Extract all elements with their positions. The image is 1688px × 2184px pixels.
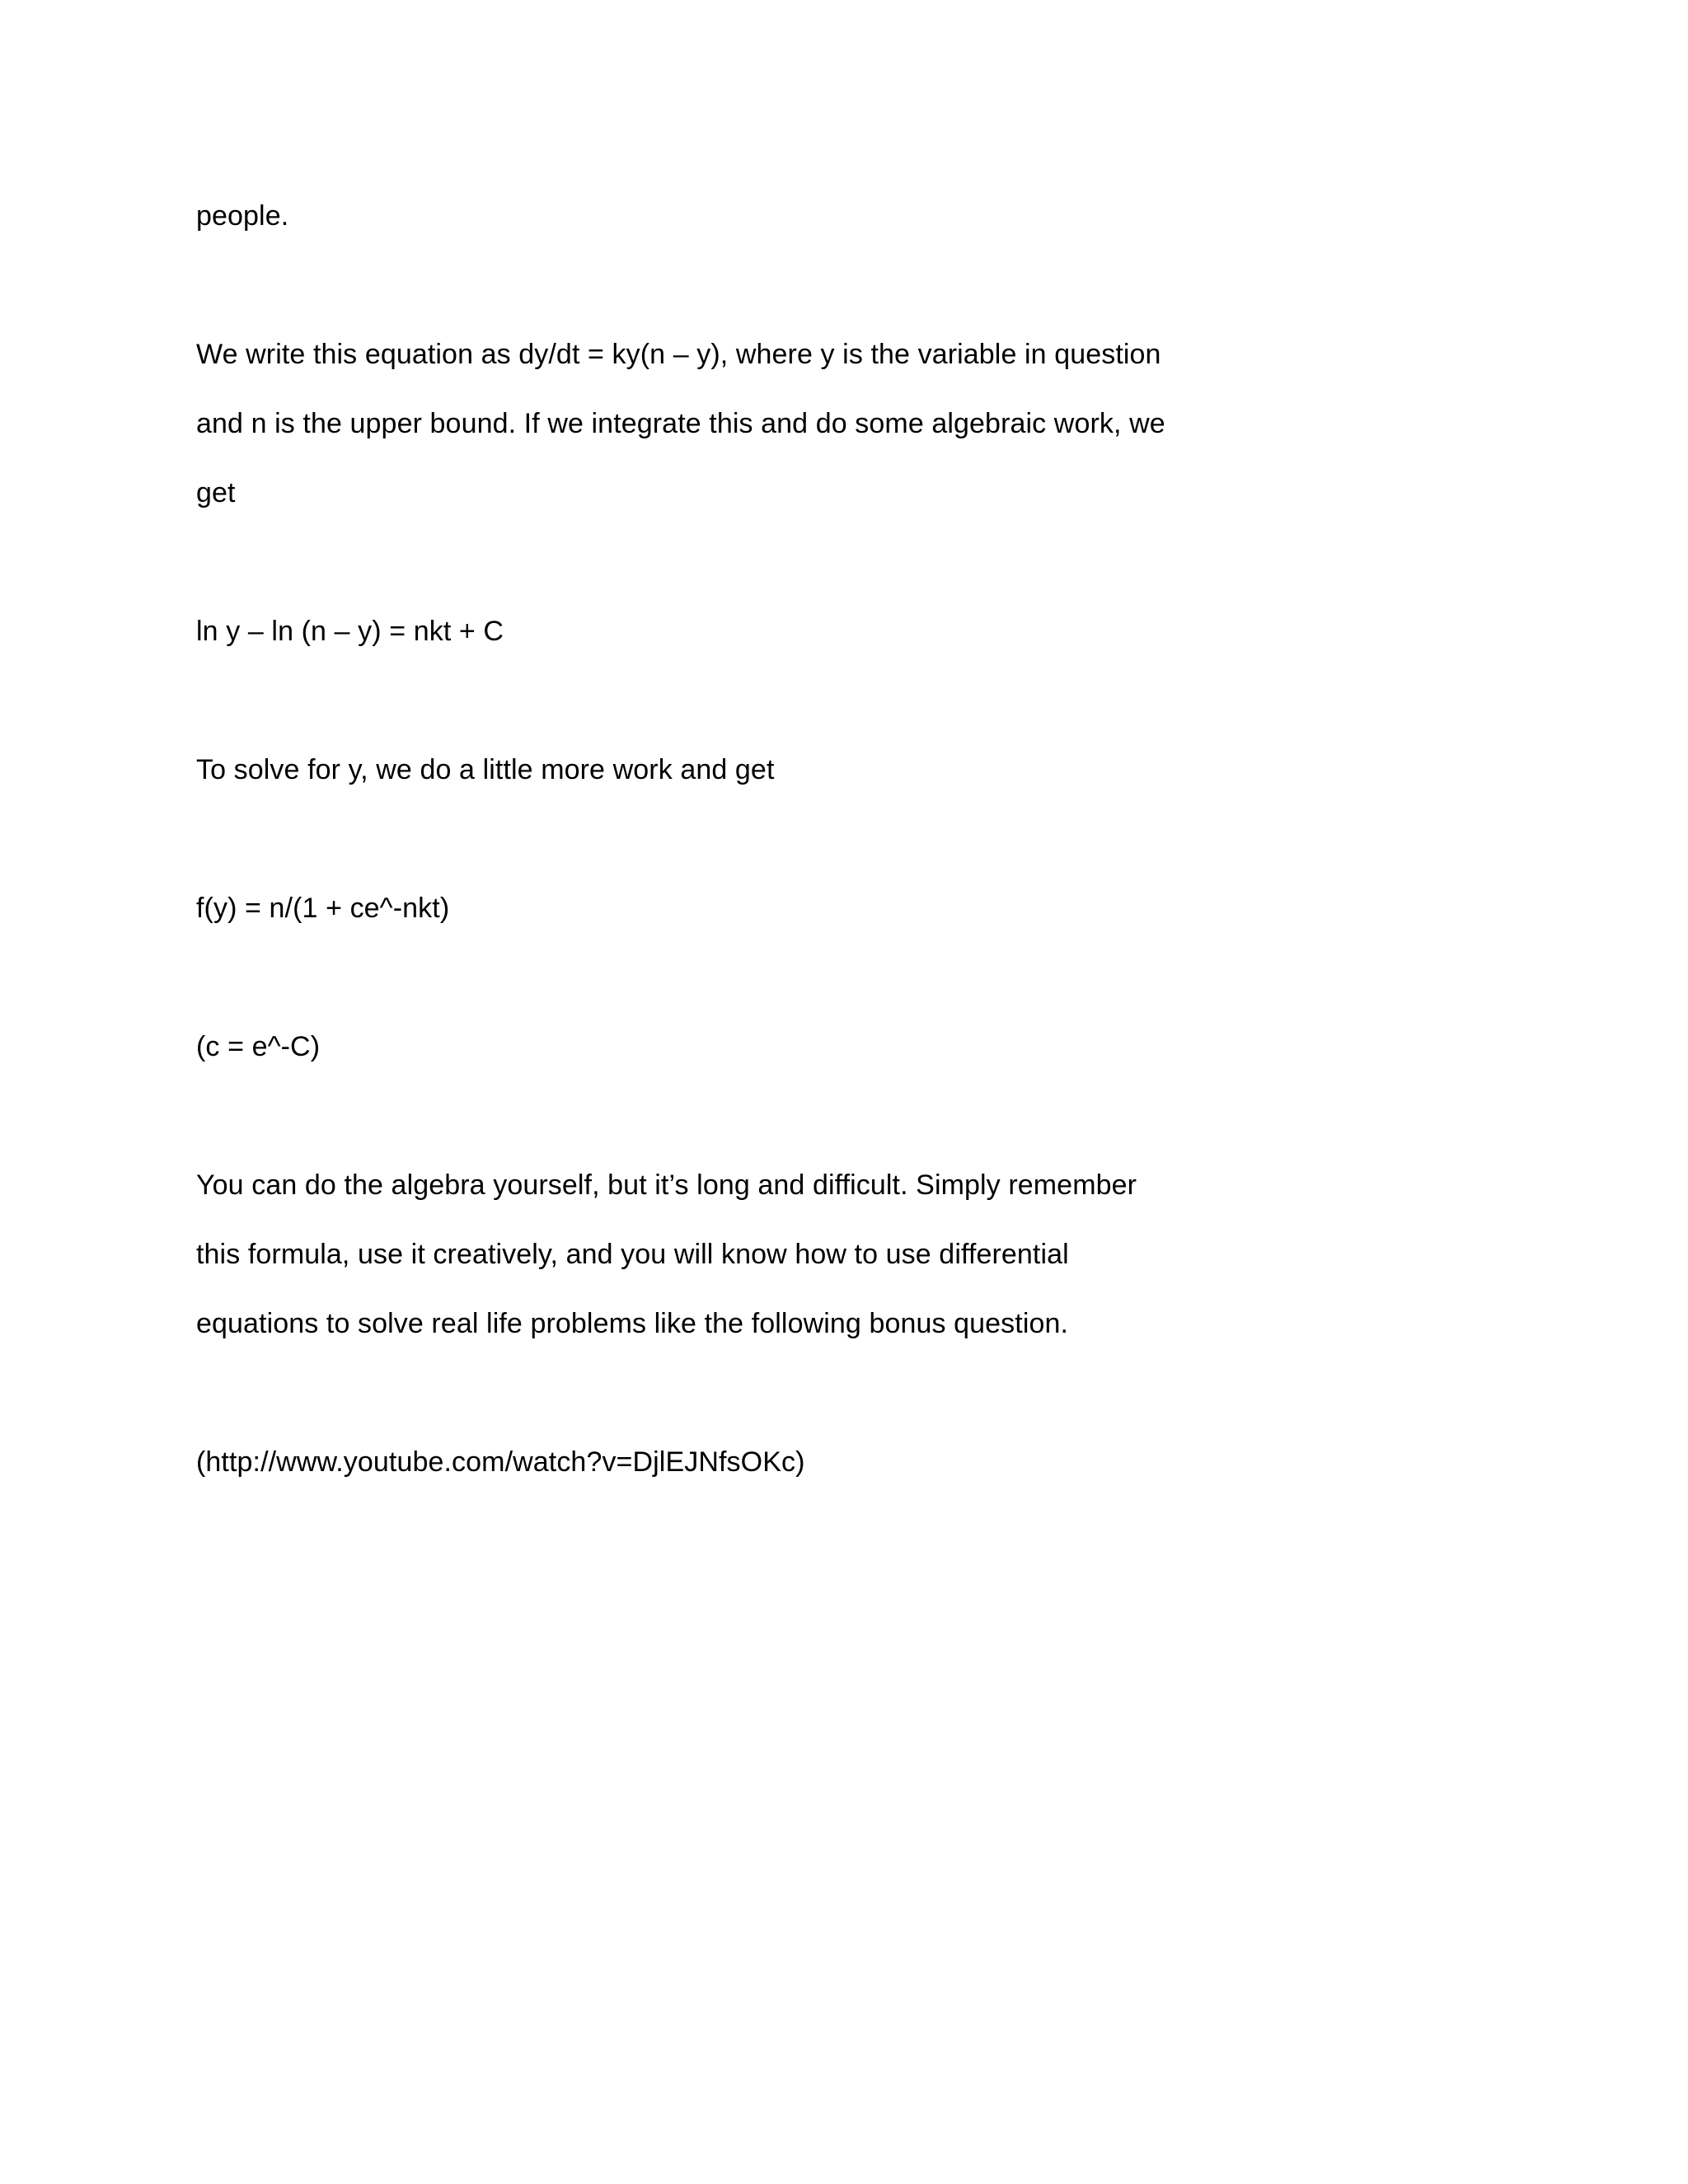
equation-constant-definition: (c = e^-C) bbox=[196, 1031, 321, 1062]
equation-logistic-function: f(y) = n/(1 + ce^-nkt) bbox=[196, 893, 450, 924]
paragraph-line-upper-bound: and n is the upper bound. If we integrate this and do some algebraic work, we bbox=[196, 408, 1165, 439]
paragraph-line-equations: equations to solve real life problems like the following bonus question. bbox=[196, 1308, 1069, 1339]
paragraph-line-equation-intro: We write this equation as dy/dt = ky(n – y), where y is the variable in question bbox=[196, 339, 1161, 370]
paragraph-line-solve-for-y: To solve for y, we do a little more work and get bbox=[196, 754, 775, 785]
paragraph-line-people: people. bbox=[196, 200, 289, 232]
paragraph-line-algebra: You can do the algebra yourself, but it’s long and difficult. Simply remember bbox=[196, 1169, 1137, 1201]
equation-log-form: ln y – ln (n – y) = nkt + C bbox=[196, 616, 504, 647]
paragraph-line-get: get bbox=[196, 477, 236, 509]
paragraph-line-formula: this formula, use it creatively, and you will know how to use differential bbox=[196, 1239, 1069, 1270]
reference-link-text: (http://www.youtube.com/watch?v=DjlEJNfsOKc) bbox=[196, 1446, 805, 1478]
